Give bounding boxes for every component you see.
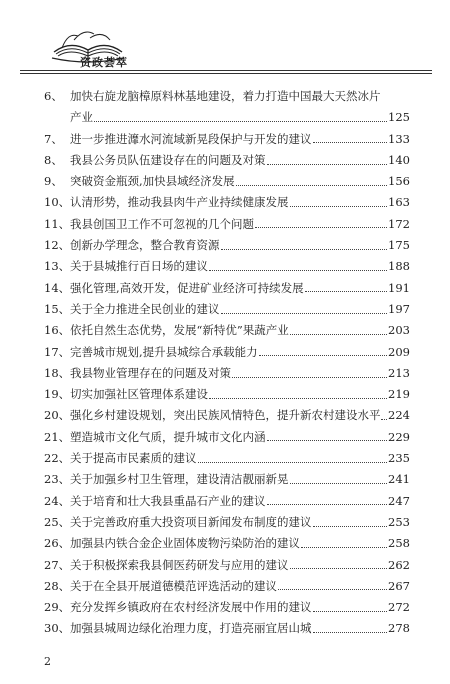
toc-entry-page: 140 xyxy=(388,152,410,167)
toc-entry-page: 175 xyxy=(388,238,410,253)
leader-dots xyxy=(290,333,387,335)
leader-dots xyxy=(255,226,387,228)
toc-entry-title: 充分发挥乡镇政府在农村经济发展中作用的建议 xyxy=(70,600,312,615)
toc-entry-number: 19、 xyxy=(44,387,71,402)
toc-entry[interactable] xyxy=(44,299,410,320)
toc-entry-page: 224 xyxy=(388,408,410,423)
leader-dots xyxy=(305,290,387,292)
toc-entry[interactable] xyxy=(44,171,410,192)
toc-entry-number: 27、 xyxy=(44,557,71,572)
toc-entry-title: 我县创国卫工作不可忽视的几个问题 xyxy=(70,216,254,231)
toc-entry-page: 241 xyxy=(388,472,410,487)
toc-entry[interactable] xyxy=(44,512,410,533)
toc-entry-title: 关于提高市民素质的建议 xyxy=(70,451,197,466)
toc-entry-number: 11、 xyxy=(44,216,71,231)
toc-entry-number: 24、 xyxy=(44,493,71,508)
toc-entry-page: 197 xyxy=(388,301,410,316)
leader-dots xyxy=(198,461,388,463)
toc-entry-number: 15、 xyxy=(44,301,71,316)
toc-entry-title: 我县物业管理存在的问题及对策 xyxy=(70,365,231,380)
toc-entry[interactable] xyxy=(44,576,410,597)
toc-entry-title: 加强县城周边绿化治理力度，打造亮丽宜居山城 xyxy=(70,621,312,636)
toc-entry[interactable] xyxy=(44,384,410,405)
toc-entry-number: 13、 xyxy=(44,259,71,274)
toc-entry[interactable] xyxy=(44,618,410,639)
leader-dots xyxy=(232,376,387,378)
header-rule-thin xyxy=(20,73,432,74)
toc-entry-number: 28、 xyxy=(44,578,71,593)
leader-dots xyxy=(209,269,387,271)
toc-entry-title: 关于全力推进全民创业的建议 xyxy=(70,301,220,316)
toc-entry-title: 关于培育和壮大我县重晶石产业的建议 xyxy=(70,493,266,508)
toc-entry-page: 209 xyxy=(388,344,410,359)
toc-entry-title-continued: 产业 xyxy=(70,110,93,125)
table-of-contents xyxy=(44,86,410,640)
toc-entry-number: 22、 xyxy=(44,451,71,466)
toc-entry[interactable] xyxy=(44,235,410,256)
toc-entry-page: 258 xyxy=(388,536,410,551)
toc-entry-page: 235 xyxy=(388,451,410,466)
toc-entry-number: 10、 xyxy=(44,195,71,210)
leader-dots xyxy=(221,248,388,250)
toc-entry-page: 219 xyxy=(388,387,410,402)
toc-entry-title: 突破资金瓶颈,加快县域经济发展 xyxy=(70,174,235,189)
toc-entry-page: 125 xyxy=(388,110,410,125)
toc-entry-page: 247 xyxy=(388,493,410,508)
toc-entry-page: 133 xyxy=(388,131,410,146)
leader-dots xyxy=(313,610,388,612)
leader-dots xyxy=(290,567,388,569)
toc-entry[interactable] xyxy=(44,129,410,150)
leader-dots xyxy=(290,482,388,484)
header-rule-thick xyxy=(20,70,432,71)
toc-entry-title: 塑造城市文化气质，提升城市文化内涵 xyxy=(70,429,266,444)
leader-dots xyxy=(236,184,387,186)
toc-entry[interactable] xyxy=(44,491,410,512)
leader-dots xyxy=(381,418,387,420)
toc-entry-page: 229 xyxy=(388,429,410,444)
toc-entry[interactable] xyxy=(44,278,410,299)
toc-entry-number: 12、 xyxy=(44,238,71,253)
toc-entry-page: 262 xyxy=(388,557,410,572)
toc-entry-number: 20、 xyxy=(44,408,71,423)
toc-entry[interactable] xyxy=(44,320,410,341)
toc-entry-page: 272 xyxy=(388,600,410,615)
toc-entry-page: 172 xyxy=(388,216,410,231)
leader-dots xyxy=(267,163,388,165)
toc-entry-number: 21、 xyxy=(44,429,71,444)
toc-entry-title: 加强县内铁合金企业固体废物污染防治的建议 xyxy=(70,536,300,551)
toc-entry[interactable] xyxy=(44,214,410,235)
leader-dots xyxy=(267,439,388,441)
toc-entry-title: 进一步推进灖水河流域新晃段保护与开发的建议 xyxy=(70,131,312,146)
toc-entry-page: 278 xyxy=(388,621,410,636)
toc-entry[interactable] xyxy=(44,448,410,469)
toc-entry[interactable] xyxy=(44,469,410,490)
toc-entry-number: 9、 xyxy=(44,174,63,189)
toc-entry[interactable] xyxy=(44,86,410,129)
toc-entry[interactable] xyxy=(44,555,410,576)
toc-entry-number: 23、 xyxy=(44,472,71,487)
toc-entry-page: 163 xyxy=(388,195,410,210)
toc-entry-number: 30、 xyxy=(44,621,71,636)
leader-dots xyxy=(313,525,388,527)
toc-entry[interactable] xyxy=(44,597,410,618)
leader-dots xyxy=(313,631,388,633)
running-header xyxy=(20,18,432,74)
toc-entry-title: 加快右旋龙脑樟原料林基地建设，着力打造中国最大天然冰片 xyxy=(70,89,381,103)
toc-entry[interactable] xyxy=(44,427,410,448)
toc-entry-page: 188 xyxy=(388,259,410,274)
toc-entry-title: 我县公务员队伍建设存在的问题及对策 xyxy=(70,152,266,167)
toc-entry-title: 完善城市规划,提升县城综合承载能力 xyxy=(70,344,258,359)
page-number: 2 xyxy=(44,655,51,668)
toc-entry-title: 强化乡村建设规划，突出民族风情特色，提升新农村建设水平 xyxy=(70,408,381,423)
toc-entry-number: 29、 xyxy=(44,600,71,615)
toc-entry-title: 创新办学理念，整合教育资源 xyxy=(70,238,220,253)
toc-entry[interactable] xyxy=(44,533,410,554)
toc-entry-number: 6、 xyxy=(44,89,63,103)
leader-dots xyxy=(221,312,388,314)
toc-entry-page: 253 xyxy=(388,514,410,529)
toc-entry-number: 25、 xyxy=(44,514,71,529)
toc-entry-title: 切实加强社区管理体系建设 xyxy=(70,387,208,402)
toc-entry-number: 14、 xyxy=(44,280,71,295)
leader-dots xyxy=(290,205,388,207)
toc-entry-page: 267 xyxy=(388,578,410,593)
leader-dots xyxy=(267,503,388,505)
leader-dots xyxy=(313,141,388,143)
toc-entry[interactable] xyxy=(44,405,410,426)
toc-entry-number: 8、 xyxy=(44,152,63,167)
toc-entry[interactable] xyxy=(44,150,410,171)
leader-dots xyxy=(301,546,387,548)
toc-entry-title: 关于加强乡村卫生管理，建设清洁靓丽新晃 xyxy=(70,472,289,487)
toc-entry[interactable] xyxy=(44,256,410,277)
toc-entry[interactable] xyxy=(44,363,410,384)
toc-entry-page: 213 xyxy=(388,365,410,380)
leader-dots xyxy=(259,354,387,356)
toc-entry[interactable] xyxy=(44,192,410,213)
toc-entry-number: 7、 xyxy=(44,131,63,146)
toc-entry-title: 关于积极探索我县侗医药研发与应用的建议 xyxy=(70,557,289,572)
toc-entry-number: 16、 xyxy=(44,323,71,338)
toc-entry-title: 关于在全县开展道德模范评选活动的建议 xyxy=(70,578,277,593)
leader-dots xyxy=(209,397,387,399)
book-series-title: 资政荟萃 xyxy=(80,56,128,69)
toc-entry-number: 18、 xyxy=(44,365,71,380)
toc-entry-title: 认清形势，推动我县肉牛产业持续健康发展 xyxy=(70,195,289,210)
toc-entry-page: 156 xyxy=(388,174,410,189)
toc-entry-page: 191 xyxy=(388,280,410,295)
toc-entry-title: 关于县城推行百日场的建议 xyxy=(70,259,208,274)
toc-entry-number: 17、 xyxy=(44,344,71,359)
leader-dots xyxy=(278,588,387,590)
toc-entry-title: 强化管理,高效开发，促进矿业经济可持续发展 xyxy=(70,280,304,295)
toc-entry-number: 26、 xyxy=(44,536,71,551)
leader-dots xyxy=(94,120,387,122)
toc-entry[interactable] xyxy=(44,342,410,363)
toc-entry-page: 203 xyxy=(388,323,410,338)
toc-entry-title: 依托自然生态优势，发展“新特优”果蔬产业 xyxy=(70,323,289,338)
toc-entry-title: 关于完善政府重大投资项目新闻发布制度的建议 xyxy=(70,514,312,529)
